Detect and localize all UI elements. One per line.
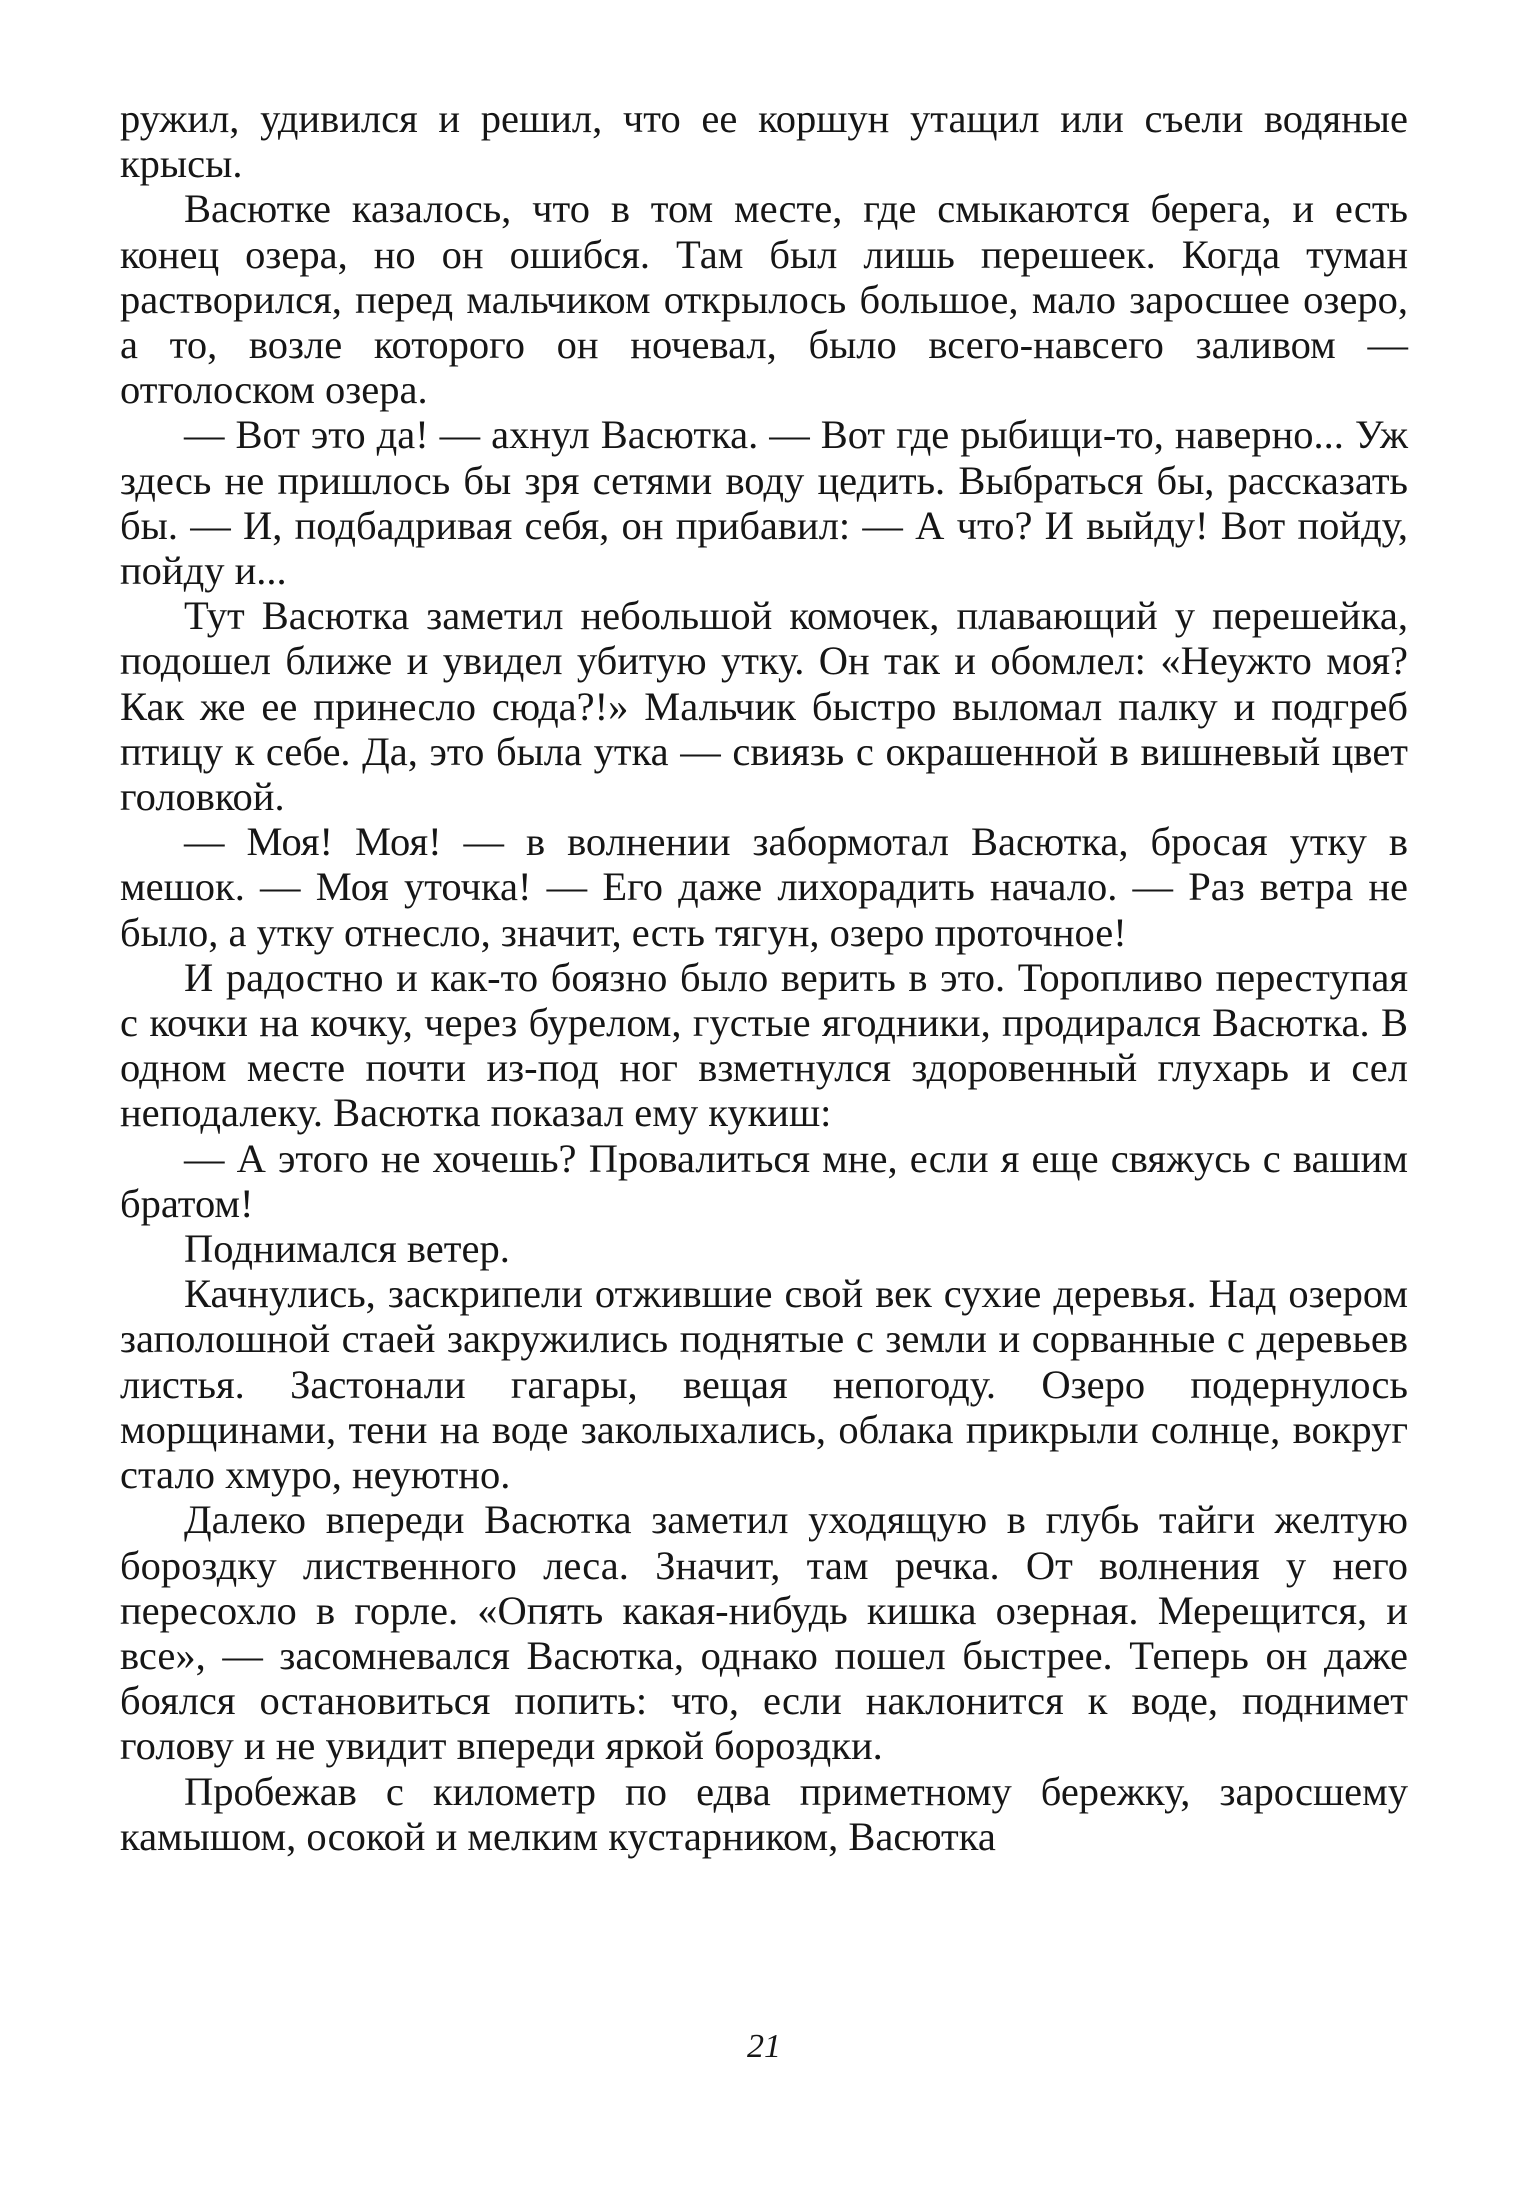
book-page (120, 96, 1408, 2156)
paragraph: — Моя! Моя! — в волнении забормотал Васютка, бросая утку в мешок. — Моя уточка! — Его даже лихорадить начало. — Раз ветра не было, а утку отнесло, значит, есть тягун, озеро проточное! (120, 819, 1408, 955)
paragraph: — А этого не хочешь? Провалиться мне, если я еще свяжусь с вашим братом! (120, 1135, 1408, 1226)
paragraph: Поднимался ветер. (184, 1226, 510, 1272)
paragraph: Тут Васютка заметил небольшой комочек, плавающий у перешейка, подошел ближе и увидел убитую утку. Он так и обомлел: «Неужто моя? Как же ее принесло сюда?!» Мальчик быстро выломал палку и подгреб птицу к себе. Да, это была утка — свиязь с окрашенной в вишневый цвет головкой. (120, 593, 1408, 820)
page-number: 21 (747, 2028, 781, 2065)
paragraph: Пробежав с километр по едва приметному бережку, заросшему камышом, осокой и мелким кустарником, Васютка (120, 1768, 1408, 1859)
paragraph: Васютке казалось, что в том месте, где смыкаются берега, и есть конец озера, но он ошибся. Там был лишь перешеек. Когда туман растворился, перед мальчиком открылось большое, мало заросшее озеро, а то, возле которого он ночевал, было всего-навсего заливом — отголоском озера. (120, 186, 1408, 413)
paragraph: — Вот это да! — ахнул Васютка. — Вот где рыбищи-то, наверно... Уж здесь не пришлось бы зря сетями воду цедить. Выбраться бы, рассказать бы. — И, подбадривая себя, он прибавил: — А что? И выйду! Вот пойду, пойду и... (120, 412, 1408, 594)
paragraph: И радостно и как-то боязно было верить в это. Торопливо переступая с кочки на кочку, через бурелом, густые ягодники, продирался Васютка. В одном месте почти из-под ног взметнулся здоровенный глухарь и сел неподалеку. Васютка показал ему кукиш: (120, 954, 1408, 1136)
paragraph: Качнулись, заскрипели отжившие свой век сухие деревья. Над озером заполошной стаей закружились поднятые с земли и сорванные с деревьев листья. Застонали гагары, вещая непогоду. Озеро подернулось морщинами, тени на воде заколыхались, облака прикрыли солнце, вокруг стало хмуро, неуютно. (120, 1271, 1408, 1498)
page-text (120, 96, 1408, 1859)
paragraph: Далеко впереди Васютка заметил уходящую в глубь тайги желтую бороздку лиственного леса. Значит, там речка. От волнения у него пересохло в горле. «Опять какая-нибудь кишка озерная. Мерещится, и все», — засомневался Васютка, однако пошел быстрее. Теперь он даже боялся остановиться попить: что, если наклонится к воде, поднимет голову и не увидит впереди яркой бороздки. (120, 1497, 1408, 1769)
paragraph: ружил, удивился и решил, что ее коршун утащил или съели водяные крысы. (120, 96, 1408, 187)
